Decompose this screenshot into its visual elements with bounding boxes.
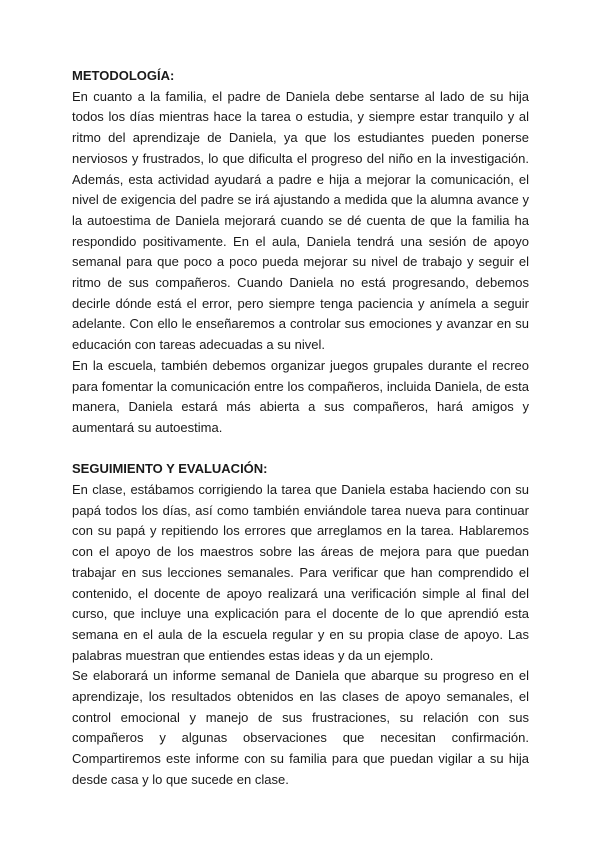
paragraph-metodologia-escuela: En la escuela, también debemos organizar juegos grupales durante el recreo para fomentar la comunicación entre los compañeros, incluida Daniela, de esta manera, Daniela estará más abierta a sus compañeros, hará amigos y aumentará su autoestima.	[72, 357, 529, 435]
section-spacer	[72, 439, 529, 460]
paragraph-seguimiento-informe: Se elaborará un informe semanal de Daniela que abarque su progreso en el aprendizaje, los resultados obtenidos en las clases de apoyo semanales, el control emocional y manejo de sus frustraciones, su relación con sus compañeros y algunas observaciones que necesitan confirmación. Compartiremos este informe con su familia para que puedan vigilar a su hija desde casa y lo que sucede en clase.	[72, 668, 529, 787]
paragraph-seguimiento-clase: En clase, estábamos corrigiendo la tarea que Daniela estaba haciendo con su papá todos los días, así como también enviándole tarea nueva para continuar con su papá y repitiendo los errores que arreglamos en la tarea. Hablaremos con el apoyo de los maestros sobre las áreas de mejora para que puedan trabajar en sus lecciones semanales. Para verificar que han comprendido el contenido, el docente de apoyo realizará una verificación simple al final del curso, que incluye una explicación para el docente de lo que aprendió esta semana en el aula de la escuela regular y en su propia clase de apoyo. Las palabras muestran que entiendes estas ideas y da un ejemplo.	[72, 482, 529, 663]
document-page	[72, 66, 529, 791]
paragraph-metodologia-familia: En cuanto a la familia, el padre de Daniela debe sentarse al lado de su hija todos los días mientras hace la tarea o estudia, y siempre estar tranquilo y al ritmo del aprendizaje de Daniela, ya que los estudiantes pueden ponerse nerviosos y frustrados, lo que dificulta el progreso del niño en la investigación. Además, esta actividad ayudará a padre e hija a mejorar la comunicación, el nivel de exigencia del padre se irá ajustando a medida que la alumna avance y la autoestima de Daniela mejorará cuando se dé cuenta de que la familia ha respondido positivamente. En el aula, Daniela tendrá una sesión de apoyo semanal para que poco a poco pueda mejorar su nivel de trabajo y seguir el ritmo de sus compañeros. Cuando Daniela no está progresando, debemos decirle dónde está el error, pero siempre tenga paciencia y anímela a seguir adelante. Con ello le enseñaremos a controlar sus emociones y avanzar en su educación con tareas adecuadas a su nivel.	[72, 88, 529, 353]
section-title-metodologia: METODOLOGÍA:	[72, 68, 175, 83]
section-title-seguimiento: SEGUIMIENTO Y EVALUACIÓN:	[72, 461, 268, 477]
